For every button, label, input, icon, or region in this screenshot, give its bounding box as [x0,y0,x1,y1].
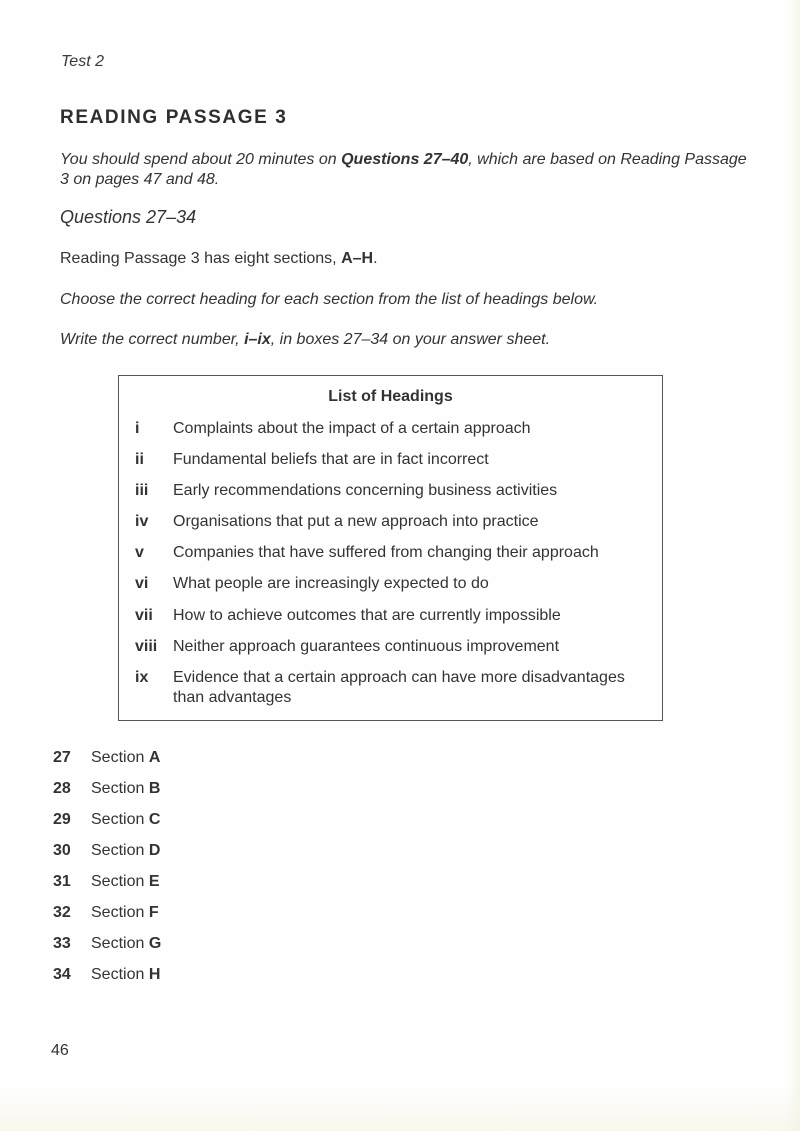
heading-numeral: vi [135,575,149,592]
sections-instruction-end: . [373,250,378,267]
time-instruction-start: You should spend about 20 minutes on [60,151,342,168]
section-word: Section [91,966,145,983]
section-letter: C [148,811,161,828]
question-label [91,780,160,798]
heading-text: Early recommendations concerning business activities [173,482,558,499]
time-instruction-end: , which are based on Reading Passage 3 on pages 47 and 48. [60,151,747,188]
write-instruction-end: , in boxes 27–34 on your answer sheet. [270,331,551,348]
question-number: 32 [53,904,71,921]
page-edge-shadow [786,0,800,1131]
heading-text: Organisations that put a new approach into practice [173,513,539,530]
page-number: 46 [51,1042,69,1059]
section-word: Section [91,935,145,952]
question-number: 34 [53,966,71,983]
heading-numeral: v [135,544,144,561]
numeral-range-bold: i–ix [244,331,271,348]
heading-text: Neither approach guarantees continuous improvement [173,638,560,655]
question-label [91,873,160,891]
heading-numeral: ii [135,451,144,468]
heading-text: Fundamental beliefs that are in fact incorrect [173,451,489,468]
heading-text: Evidence that a certain approach can have more disadvantages than advantages [173,669,625,706]
section-word: Section [91,842,145,859]
question-label [91,904,159,922]
heading-numeral: vii [135,607,153,624]
question-label [91,749,160,767]
write-instruction [60,331,550,349]
time-instruction [60,150,750,190]
question-number: 30 [53,842,71,859]
list-of-headings-box [118,375,663,721]
heading-numeral: iii [135,482,149,499]
section-word: Section [91,780,145,797]
question-label [91,842,160,860]
section-word: Section [91,749,145,766]
section-word: Section [91,811,145,828]
page-bottom-shadow [0,1091,800,1131]
question-number: 31 [53,873,71,890]
section-letter: E [148,873,160,890]
write-instruction-start: Write the correct number, [60,331,245,348]
question-number: 33 [53,935,71,952]
passage-title: READING PASSAGE 3 [60,107,288,128]
heading-text: Companies that have suffered from changing their approach [173,544,599,561]
questions-range-bold: Questions 27–40 [341,151,469,168]
sections-instruction [60,250,378,268]
question-label [91,935,161,953]
section-letter: D [148,842,161,859]
section-letter: B [148,780,161,797]
question-number: 28 [53,780,71,797]
question-number: 29 [53,811,71,828]
sections-range-bold: A–H [341,250,374,267]
section-word: Section [91,873,145,890]
heading-numeral: iv [135,513,149,530]
section-letter: H [148,966,161,983]
sections-instruction-start: Reading Passage 3 has eight sections, [60,250,342,267]
choose-instruction: Choose the correct heading for each section from the list of headings below. [60,291,599,308]
section-letter: G [148,935,162,952]
section-letter: F [148,904,159,921]
list-of-headings-title: List of Headings [328,388,453,405]
heading-text: Complaints about the impact of a certain approach [173,420,531,437]
heading-numeral: viii [135,638,158,655]
heading-numeral: ix [135,669,149,686]
section-letter: A [148,749,161,766]
section-word: Section [91,904,145,921]
heading-numeral: i [135,420,140,437]
questions-range-heading: Questions 27–34 [60,207,197,227]
test-label: Test 2 [61,53,104,70]
question-number: 27 [53,749,71,766]
question-label [91,811,160,829]
heading-text: What people are increasingly expected to do [173,575,489,592]
question-label [91,966,160,984]
heading-text: How to achieve outcomes that are currently impossible [173,607,561,624]
